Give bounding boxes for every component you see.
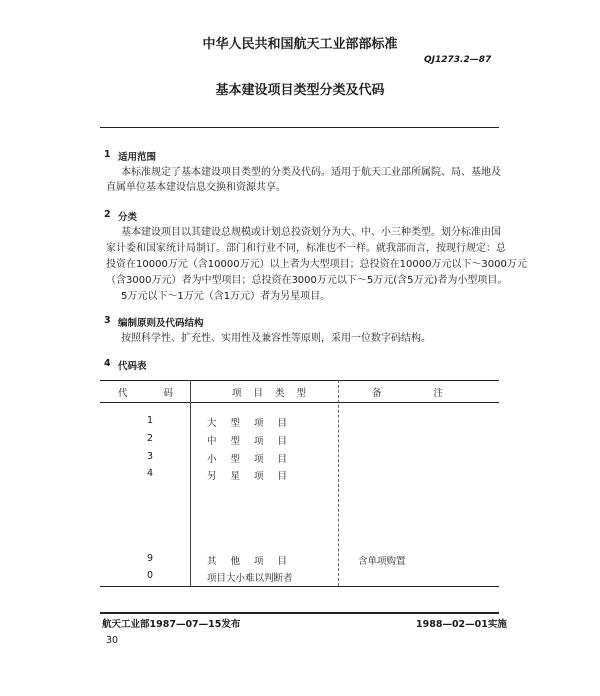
- section-1-text-line: 直属单位基本建设信息交换和资源共享。: [106, 182, 286, 193]
- section-2-text-line: 基本建设项目以其建设总规模或计划总投资划分为大、中、小三种类型。划分标准由国: [121, 227, 501, 238]
- section-1-number: 1: [104, 149, 111, 160]
- row-code: 3: [147, 451, 154, 462]
- effective-date: 1988—02—01实施: [416, 619, 507, 630]
- row-code: 1: [147, 415, 154, 426]
- row-code: 0: [147, 570, 154, 581]
- row-name: 其他项目: [207, 556, 302, 567]
- table-column-divider: [190, 380, 191, 586]
- section-2-text-line: 家计委和国家统计局制订。部门和行业不同，标准也不一样。就我部而言，按现行规定：总: [106, 243, 506, 254]
- section-2-text-line: 投资在10000万元（含10000万元）以上者为大型项目；总投资在10000万元以下～3000万元: [106, 259, 527, 270]
- section-2-text-line: 5万元以下～1万元（含1万元）者为另星项目。: [121, 291, 331, 302]
- section-2-number: 2: [104, 209, 111, 220]
- page-number: 30: [106, 635, 119, 646]
- row-name: 小型项目: [207, 454, 302, 465]
- section-2-text-line: （含3000万元）者为中型项目；总投资在3000万元以下～5万元(含5万元)者为小型项目。: [106, 275, 508, 286]
- table-column-divider: [338, 380, 339, 586]
- row-note: 含单项购置: [358, 556, 406, 567]
- row-code: 9: [147, 553, 154, 564]
- table-header-note: 备注: [372, 388, 496, 399]
- table-header-rule: [100, 402, 499, 403]
- row-name: 大型项目: [207, 418, 302, 429]
- header-rule: [100, 127, 499, 128]
- section-1-title: 适用范围: [118, 152, 157, 163]
- table-bottom-rule: [100, 586, 499, 587]
- issued-date: 航天工业部1987—07—15发布: [102, 619, 241, 630]
- org-title: 中华人民共和国航天工业部部标准: [202, 37, 398, 52]
- section-2-title: 分类: [118, 212, 138, 223]
- row-name: 中型项目: [207, 436, 302, 447]
- section-4-number: 4: [104, 358, 111, 369]
- section-1-text-line: 本标准规定了基本建设项目类型的分类及代码。适用于航天工业部所属院、局、基地及: [121, 167, 501, 178]
- section-3-text-line: 按照科学性、扩充性、实用性及兼容性等原则，采用一位数字码结构。: [121, 333, 431, 344]
- standard-code: QJ1273.2—87: [424, 55, 492, 65]
- row-name: 另星项目: [207, 471, 302, 482]
- section-3-title: 编制原则及代码结构: [118, 318, 204, 329]
- footer-rule: [100, 612, 499, 614]
- section-4-title: 代码表: [118, 361, 147, 372]
- row-code: 4: [147, 468, 154, 479]
- document-title: 基本建设项目类型分类及代码: [215, 83, 385, 98]
- row-code: 2: [147, 433, 154, 444]
- table-header-name: 项目类型: [232, 388, 319, 399]
- table-header-code: 代码: [118, 388, 210, 399]
- table-top-rule: [100, 380, 499, 381]
- row-name: 项目大小难以判断者: [207, 573, 293, 584]
- section-3-number: 3: [104, 315, 111, 326]
